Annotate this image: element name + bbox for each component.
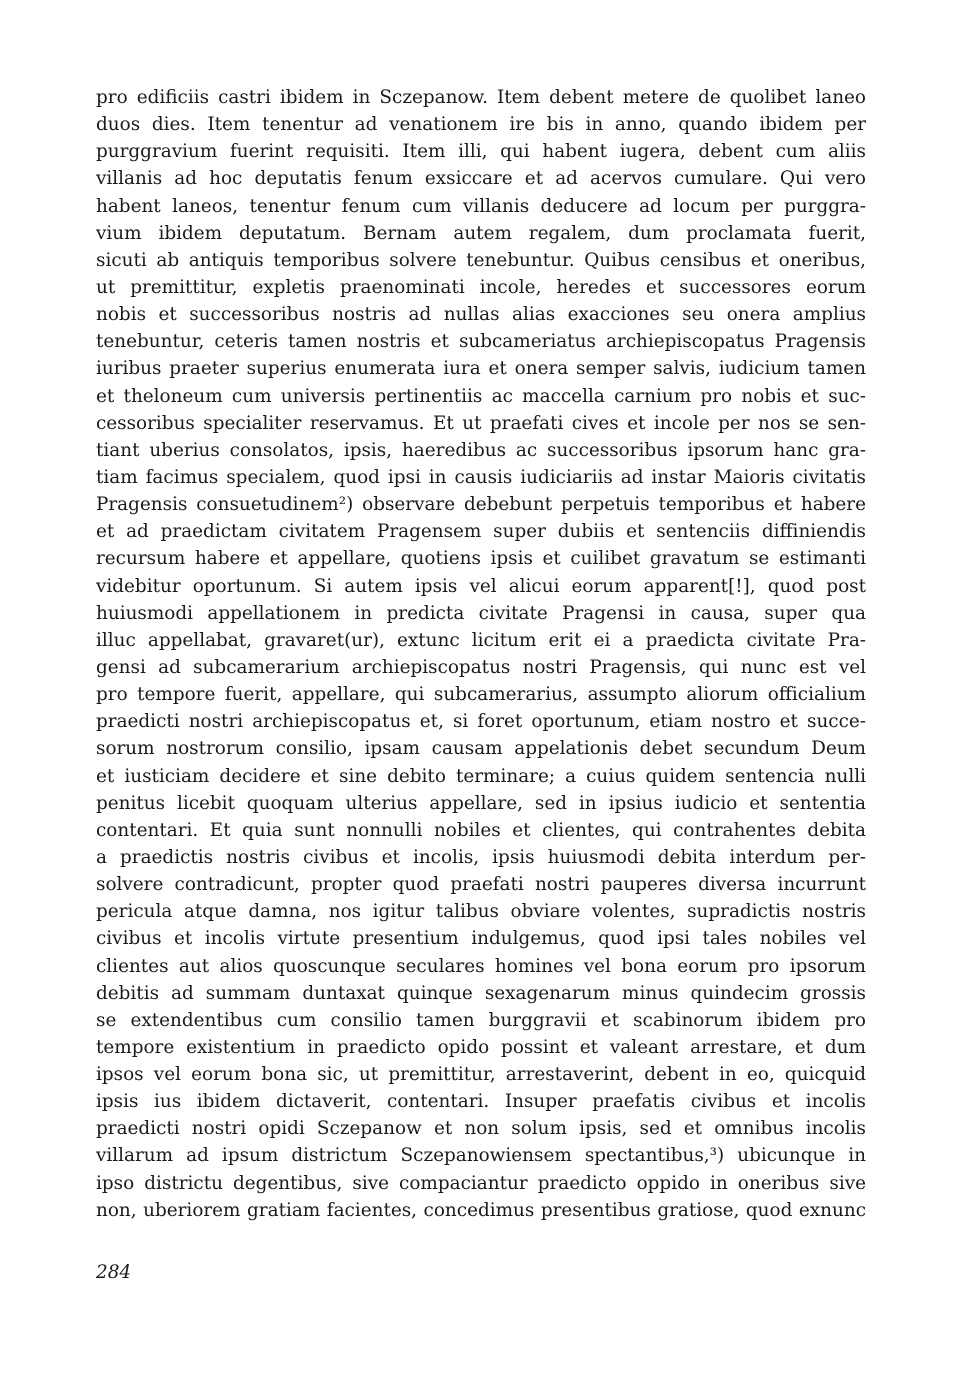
text-line: penitus licebit quoquam ulterius appellare, sed in ipsius iudicio et sententia (96, 792, 866, 814)
text-line: pericula atque damna, nos igitur talibus obviare volentes, supradictis nostris (96, 901, 866, 923)
text-line: debitis ad summam duntaxat quinque sexagenarum minus quindecim grossis (96, 982, 866, 1004)
text-line: tiam facimus specialem, quod ipsi in causis iudiciariis ad instar Maioris civitatis (96, 466, 866, 488)
text-line: pro tempore fuerit, appellare, qui subcamerarius, assumpto aliorum officialium (96, 684, 866, 706)
text-line: praedicti nostri opidi Sczepanow et non solum ipsis, sed et omnibus incolis (96, 1118, 866, 1140)
text-line: ipsos vel eorum bona sic, ut premittitur, arrestaverint, debent in eo, quicquid (96, 1064, 866, 1086)
text-line: illuc appellabat, gravaret(ur), extunc licitum erit ei a praedicta civitate Pra- (96, 629, 866, 651)
text-line: iuribus praeter superius enumerata iura et onera semper salvis, iudicium tamen (96, 358, 866, 380)
text-line: praedicti nostri archiepiscopatus et, si foret oportunum, etiam nostro et succe- (96, 711, 866, 733)
text-line: solvere contradicunt, propter quod praefati nostri pauperes diversa incurrunt (96, 874, 866, 896)
text-line: ipso districtu degentibus, sive compaciantur praedicto oppido in oneribus sive (96, 1172, 866, 1194)
body-text (96, 84, 866, 1224)
text-line: Pragensis consuetudinem²) observare debebunt perpetuis temporibus et habere (96, 494, 866, 516)
text-line: sicuti ab antiquis temporibus solvere tenebuntur. Quibus censibus et oneribus, (96, 249, 866, 271)
text-line: et iusticiam decidere et sine debito terminare; a cuius quidem sentencia nulli (96, 765, 866, 787)
text-line: recursum habere et appellare, quotiens ipsis et cuilibet gravatum se estimanti (96, 548, 866, 570)
text-line: se extendentibus cum consilio tamen burggravii et scabinorum ibidem pro (96, 1009, 866, 1031)
text-line: non, uberiorem gratiam facientes, concedimus presentibus gratiose, quod exnunc (96, 1199, 866, 1221)
text-line: civibus et incolis virtute presentium indulgemus, quod ipsi tales nobiles vel (96, 928, 866, 950)
text-line: ipsis ius ibidem dictaverit, contentari. Insuper praefatis civibus et incolis (96, 1091, 866, 1113)
text-line: gensi ad subcamerarium archiepiscopatus nostri Pragensis, qui nunc est vel (96, 656, 866, 678)
text-line: sorum nostrorum consilio, ipsam causam appelationis debet secundum Deum (96, 738, 866, 760)
text-line: tempore existentium in praedicto opido possint et valeant arrestare, et dum (96, 1036, 866, 1058)
text-line: tiant uberius consolatos, ipsis, haeredibus ac successoribus ipsorum hanc gra- (96, 439, 866, 461)
text-line: cessoribus specialiter reservamus. Et ut praefati cives et incole per nos se sen- (96, 412, 866, 434)
text-line: tenebuntur, ceteris tamen nostris et subcameriatus archiepiscopatus Pragensis (96, 331, 866, 353)
text-line: habent laneos, tenentur fenum cum villanis deducere ad locum per purggra- (96, 195, 866, 217)
text-line: duos dies. Item tenentur ad venationem ire bis in anno, quando ibidem per (96, 114, 866, 136)
page-number: 284 (96, 1262, 132, 1283)
text-line: villarum ad ipsum districtum Sczepanowiensem spectantibus,³) ubicunque in (96, 1145, 866, 1167)
text-line: et ad praedictam civitatem Pragensem super dubiis et sentenciis diffiniendis (96, 521, 866, 543)
text-line: clientes aut alios quoscunque seculares homines vel bona eorum pro ipsorum (96, 955, 866, 977)
text-line: videbitur oportunum. Si autem ipsis vel alicui eorum apparent[!], quod post (96, 575, 866, 597)
text-line: contentari. Et quia sunt nonnulli nobiles et clientes, qui contrahentes debita (96, 819, 866, 841)
text-line: ut premittitur, expletis praenominati incole, heredes et successores eorum (96, 276, 866, 298)
text-line: nobis et successoribus nostris ad nullas alias exacciones seu onera amplius (96, 304, 866, 326)
text-line: vium ibidem deputatum. Bernam autem regalem, dum proclamata fuerit, (96, 222, 866, 244)
text-line: purggravium fuerint requisiti. Item illi, qui habent iugera, debent cum aliis (96, 141, 866, 163)
text-line: et theloneum cum universis pertinentiis ac maccella carnium pro nobis et suc- (96, 385, 866, 407)
text-line: huiusmodi appellationem in predicta civitate Pragensi in causa, super qua (96, 602, 866, 624)
text-line: pro edificiis castri ibidem in Sczepanow. Item debent metere de quolibet laneo (96, 87, 866, 108)
text-line: a praedictis nostris civibus et incolis, ipsis huiusmodi debita interdum per- (96, 846, 866, 868)
text-line: villanis ad hoc deputatis fenum exsiccare et ad acervos cumulare. Qui vero (96, 168, 866, 190)
